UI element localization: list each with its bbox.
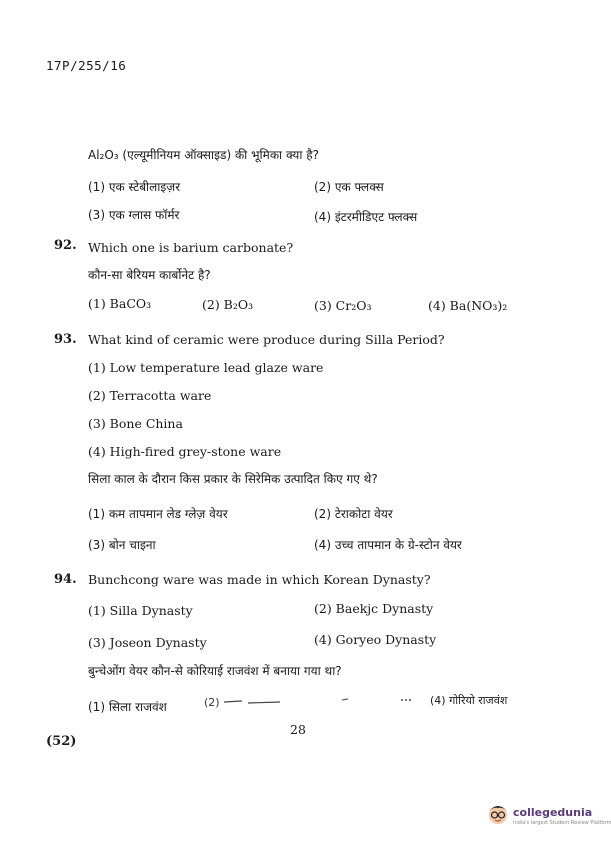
q91-option-1: (1) एक स्टेबीलाइज़र	[88, 180, 181, 194]
page-number: 28	[290, 722, 306, 737]
q94-text-en: Bunchcong ware was made in which Korean Dynasty?	[88, 572, 431, 587]
collegedunia-watermark	[486, 801, 611, 837]
q91-text-hi: Al₂O₃ (एल्यूमीनियम ऑक्साइड) की भूमिका क्या है?	[88, 148, 320, 162]
q93-option-4: (4) High-fired grey-stone ware	[88, 444, 282, 459]
q94-option-hi-1: (1) सिला राजवंश	[88, 700, 167, 714]
q94-option-1: (1) Silla Dynasty	[88, 603, 193, 618]
q94-number: 94.	[54, 572, 77, 587]
q93-text-en: What kind of ceramic were produce during Silla Period?	[88, 332, 445, 347]
q91-option-2: (2) एक फ्लक्स	[314, 180, 384, 194]
q94-option-2: (2) Baekjc Dynasty	[314, 601, 434, 616]
q92-option-4: (4) Ba(NO₃)₂	[428, 298, 508, 313]
q92-option-3: (3) Cr₂O₃	[314, 298, 372, 313]
q93-text-hi: सिला काल के दौरान किस प्रकार के सिरेमिक उत्पादित किए गए थे?	[88, 472, 378, 486]
watermark-tagline: India's largest Student Review Platform	[513, 820, 611, 826]
q92-text-hi: कौन-सा बेरियम कार्बोनेट है?	[88, 268, 211, 282]
q92-number: 92.	[54, 238, 77, 253]
q93-option-3: (3) Bone China	[88, 416, 183, 431]
q94-option-hi-4: (4) गोरियो राजवंश	[430, 694, 508, 707]
page-count: (52)	[46, 734, 77, 749]
q93-option-hi-3: (3) बोन चाइना	[88, 538, 156, 552]
q92-option-1: (1) BaCO₃	[88, 296, 152, 311]
q93-option-hi-2: (2) टेराकोटा वेयर	[314, 507, 393, 521]
q93-option-hi-1: (1) कम तापमान लेड ग्लेज़ वेयर	[88, 507, 228, 521]
q92-text-en: Which one is barium carbonate?	[88, 240, 294, 255]
q92-option-2: (2) B₂O₃	[202, 297, 254, 312]
mascot-icon	[486, 801, 510, 827]
q94-option-3: (3) Joseon Dynasty	[88, 635, 207, 650]
q93-option-2: (2) Terracotta ware	[88, 388, 212, 403]
watermark-brand: collegedunia	[513, 806, 593, 819]
q93-option-hi-4: (4) उच्च तापमान के ग्रे-स्टोन वेयर	[314, 538, 462, 552]
q94-option-4: (4) Goryeo Dynasty	[314, 632, 437, 647]
q94-option-hi-2-partial: (2)	[204, 696, 220, 709]
q93-number: 93.	[54, 332, 77, 347]
q91-option-3: (3) एक ग्लास फॉर्मर	[88, 208, 180, 222]
q91-option-4: (4) इंटरमीडिएट फ्लक्स	[314, 210, 418, 224]
q93-option-1: (1) Low temperature lead glaze ware	[88, 360, 324, 375]
q94-text-hi: बुन्चेओंग वेयर कौन-से कोरियाई राजवंश में बनाया गया था?	[88, 664, 342, 678]
paper-code: 17P/255/16	[46, 58, 127, 73]
